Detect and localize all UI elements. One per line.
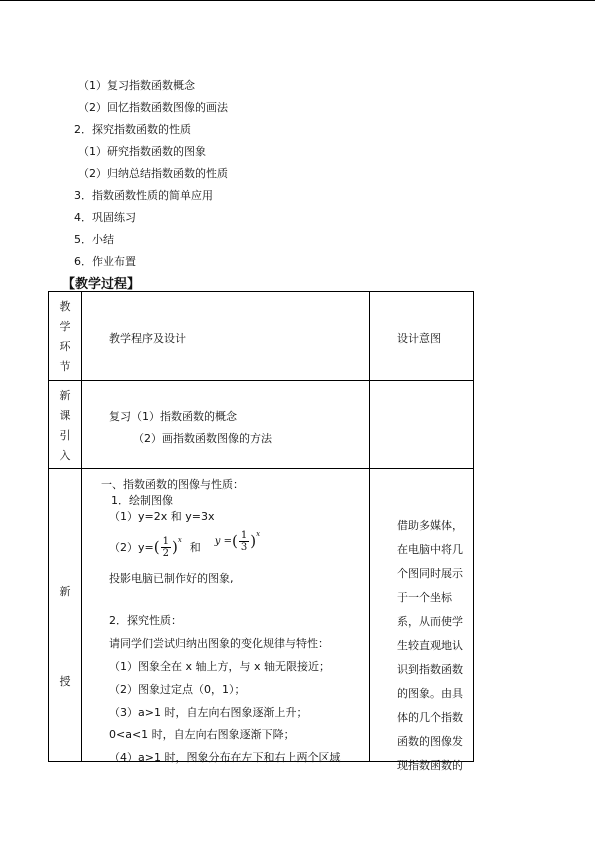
outline-item-3: 2．探究指数函数的性质 <box>74 123 191 136</box>
row2-line-10: （3）a>1 时，自左向右图象逐渐上升； <box>109 706 308 719</box>
exponent-2: x <box>256 529 261 538</box>
left-paren-1: ( <box>153 538 160 556</box>
table-divider-col1 <box>81 292 82 761</box>
row1-stage-char-3: 引 <box>59 429 71 442</box>
outline-item-7: 4．巩固练习 <box>74 211 136 224</box>
row2-line-12: （4）a>1 时，图象分布在左下和右上两个区域 <box>109 751 341 764</box>
outline-item-5: （2）归纳总结指数函数的性质 <box>78 167 228 180</box>
exponent-1: x <box>177 535 182 544</box>
fraction-1-den: 2 <box>162 548 169 559</box>
right-paren-2: ) <box>250 532 257 550</box>
row1-stage-char-4: 入 <box>59 449 71 462</box>
row2-line-8: （1）图象全在 x 轴上方，与 x 轴无限接近； <box>109 660 331 673</box>
formula-prefix: （2）y= <box>109 540 154 554</box>
teaching-process-table <box>48 291 474 772</box>
section-heading: 【教学过程】 <box>62 277 141 292</box>
formula-y-eq: y = <box>214 535 232 547</box>
row2-line-9: （2）图象过定点（0，1）； <box>109 683 246 696</box>
table-divider-col2 <box>369 292 370 761</box>
row2-stage-char-2: 授 <box>59 675 71 688</box>
header-intent: 设计意图 <box>397 332 441 345</box>
fraction-1 <box>161 536 171 559</box>
row2-line-4-formula <box>109 529 261 559</box>
table-divider-row1 <box>49 380 473 381</box>
table-divider-row2 <box>49 468 473 469</box>
header-stage-char-2: 学 <box>59 320 71 333</box>
header-procedure: 教学程序及设计 <box>109 332 186 345</box>
outline-item-8: 5．小结 <box>74 233 114 246</box>
fraction-2-den: 3 <box>240 542 248 553</box>
header-stage-char-1: 教 <box>59 300 71 313</box>
fraction-one-half-power-x <box>154 536 182 559</box>
row2-line-6: 2．探究性质： <box>109 614 182 627</box>
row1-stage-label <box>49 386 81 466</box>
right-paren-1: ) <box>171 538 178 556</box>
header-stage-char-4: 节 <box>59 360 71 373</box>
row2-line-5: 投影电脑已制作好的图象, <box>109 572 234 585</box>
row2-stage-char-1: 新 <box>59 585 71 598</box>
row2-line-11: 0<a<1 时，自左向右图象逐渐下降； <box>109 728 295 741</box>
outline-item-9: 6．作业布置 <box>74 255 136 268</box>
header-stage-label <box>49 297 81 377</box>
row1-stage-char-2: 课 <box>59 409 71 422</box>
row2-line-3: （1）y=2x 和 y=3x <box>109 510 215 523</box>
row2-line-2: 1．绘制图像 <box>111 494 173 507</box>
row1-line-1: 复习（1）指数函数的概念 <box>109 410 237 423</box>
formula-and: 和 <box>189 540 201 554</box>
fraction-2-num: 1 <box>240 530 248 541</box>
outline-item-4: （1）研究指数函数的图象 <box>78 145 206 158</box>
row1-stage-char-1: 新 <box>59 389 71 402</box>
outline-item-2: （2）回忆指数函数图像的画法 <box>78 101 228 114</box>
page-top-rule <box>0 0 595 1</box>
left-paren-2: ( <box>232 532 238 550</box>
row2-line-7: 请同学们尝试归纳出图象的变化规律与特性： <box>109 637 329 650</box>
fraction-1-num: 1 <box>162 536 169 547</box>
fraction-2 <box>239 530 249 553</box>
row1-line-2: （2）画指数函数图像的方法 <box>133 432 272 445</box>
outline-item-6: 3．指数函数性质的简单应用 <box>74 189 213 202</box>
outline-item-1: （1）复习指数函数概念 <box>78 79 195 92</box>
row2-line-1: 一、指数函数的图像与性质： <box>101 478 244 491</box>
fraction-one-third-power-x <box>232 530 260 553</box>
row2-design-intent: 借助多媒体，在电脑中将几个图同时展示于一个坐标系，从而使学生较直观地认识到指数函数的图象。由具体的几个指数函数的图像发现指数函数的 <box>397 519 463 772</box>
header-stage-char-3: 环 <box>59 340 71 353</box>
